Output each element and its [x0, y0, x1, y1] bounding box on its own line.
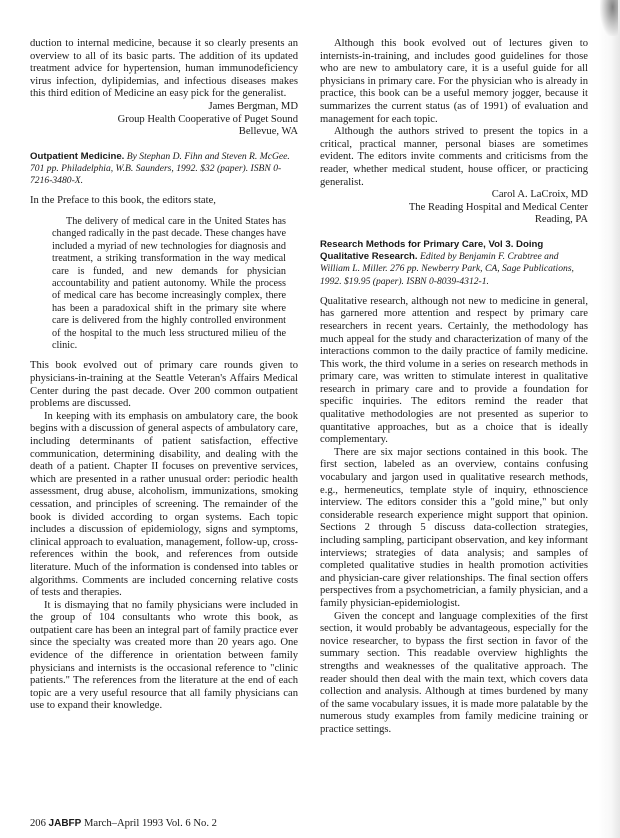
body-paragraph: Given the concept and language complexities of the first section, it would probably be advantageous, especially for the novice researcher, to bypass the first section in favor of the summary section. This readable overview highlights the strengths and weaknesses of the qualitative approach. The reader should then deal with the main text, which covers data collection and analysis. Although at times burdened by many of the same vocabulary issues, it is made more palatable by the numerous study examples from family medicine training or practice settings. — [320, 610, 588, 735]
scan-smudge — [600, 0, 618, 36]
page-number: 206 — [30, 818, 46, 829]
body-paragraph: Although the authors strived to present the topics in a critical, practical manner, personal biases are sometimes evident. The editors invite comments and criticisms from the reader, whether medical student, house officer, or practicing generalist. — [320, 126, 588, 188]
review-intro: In the Preface to this book, the editors state, — [30, 195, 216, 207]
body-paragraph: It is dismaying that no family physicians were included in the group of 104 consultants who wrote this book, as outpatient care has been an integral part of family practice ever since the specialty was created more than 20 years ago. One evidence of the difference in orientation between family physicians and internists is the occasional reference to "clinic patients." The references from the literature at the end of each topic are a very useful resource that all family physicians can use to expand their knowledge. — [30, 599, 298, 712]
book-title: Outpatient Medicine. — [30, 150, 125, 162]
body-paragraph: Although this book evolved out of lectures given to internists-in-training, and includes good guidelines for those who are new to ambulatory care, it is a useful guide for all physicians in primary care. For the physician who is already in practice, this book can be a useful memory jogger, because it summarizes the current status (as of 1991) of evaluation and management for each topic. — [320, 38, 588, 125]
right-column — [320, 38, 588, 737]
reviewer-name: James Bergman, MD — [208, 100, 298, 112]
page-footer — [30, 818, 217, 829]
book-title: Research Methods for Primary Care, Vol 3. Doing Qualitative Research. — [320, 238, 544, 263]
reviewer-name: Carol A. LaCroix, MD — [491, 189, 588, 201]
body-paragraph: In keeping with its emphasis on ambulatory care, the book begins with a discussion of general aspects of ambulatory care, including determinants of patient satisfaction, effective communication, determining disability, and dealing with the death of a patient. Chapter II focuses on preventive services, which are presented in a rather unusual order: periodic health assessment, drug abuse, alcoholism, immunizations, smoking cessation, and principles of screening. The remainder of the book is divided according to organ systems. Each topic includes a discussion of epidemiology, signs and symptoms, clinical approach to evaluation, management, follow-up, cross-references within the book, and references from outside literature. Much of the information is condensed into tables or algorithms. Comments are included concerning relative costs of tests and therapies. — [30, 410, 298, 599]
issue-info: March–April 1993 Vol. 6 No. 2 — [84, 818, 217, 829]
body-paragraph: There are six major sections contained in this book. The first section, labeled as an overview, contains confusing vocabulary and jargon used in qualitative research methods, e.g., hermeneutics, template style of inquiry, ethnoscience interview. The editors consider this a "gold mine," but only considerable research experience might support that opinion. Sections 2 through 5 discuss data-collection strategies, including sampling, participant observation, and key informant interviews; strategies of data analysis; and samples of completed qualitative studies in health promotion activities and physician-care giver relationships. The final section offers perspectives from a psychometrician, a family physician, and a family physician-epidemiologist. — [320, 446, 588, 609]
reviewer-city: Bellevue, WA — [238, 126, 298, 138]
quote-text: The delivery of medical care in the United States has changed radically in the past decade. These changes have included a myriad of new technologies for diagnosis and treatment, a striking transformation in the way medical care is funded, and new demands for physician accountability and patient autonomy. While the process of medical care has become increasingly complex, there has been a paradoxical shift in the primary site where care is delivered from the highly controlled environment of the hospital to the much less structured milieu of the clinic. — [52, 215, 286, 352]
preface-quote — [30, 216, 298, 352]
review-heading — [30, 151, 298, 188]
page-edge-shadow — [598, 0, 620, 838]
review-continuation-text: duction to internal medicine, because it so clearly presents an overview to all of its basic parts. The addition of its updated treatment advice for hypertension, human immunodeficiency virus infection, dylipidemias, and infectious diseases makes this third edition of Medicine an easy pick for the generalist. — [30, 38, 298, 100]
body-paragraph: Qualitative research, although not new to medicine in general, has garnered more attention and respect by primary care researchers in recent years. Certainly, the methodology has much appeal for the study and characterization of many of the interactions common to the daily practice of family medicine. This work, the third volume in a series on research methods in primary care, was written to stimulate interest in qualitative research in primary care and to provide a foundation for specific inquiries. The editors remind the reader that qualitative methodologies are not presented as superior to quantitative approaches, but as a choice that is ideally complementary. — [320, 295, 588, 446]
reviewer-organization: Group Health Cooperative of Puget Sound — [117, 113, 298, 125]
reviewer-organization: The Reading Hospital and Medical Center — [408, 201, 588, 213]
review-heading — [320, 239, 588, 288]
journal-abbreviation: JABFP — [48, 818, 82, 829]
body-paragraph: This book evolved out of primary care rounds given to physicians-in-training at the Seattle Veteran's Affairs Medical Center during the past decade. Over 200 common outpatient problems are discussed. — [30, 360, 298, 410]
book-metadata: Edited by Benjamin F. Crabtree and William L. Miller. 276 pp. Newberry Park, CA, Sage Publications, 1992. $19.95 (paper). ISBN 0-8039-4312-1. — [320, 251, 574, 287]
left-column — [30, 38, 298, 713]
book-metadata: By Stephan D. Fihn and Steven R. McGee. 701 pp. Philadelphia, W.B. Saunders, 1992. $32 (paper). ISBN 0-7216-3480-X. — [30, 150, 290, 187]
reviewer-city: Reading, PA — [534, 214, 588, 226]
